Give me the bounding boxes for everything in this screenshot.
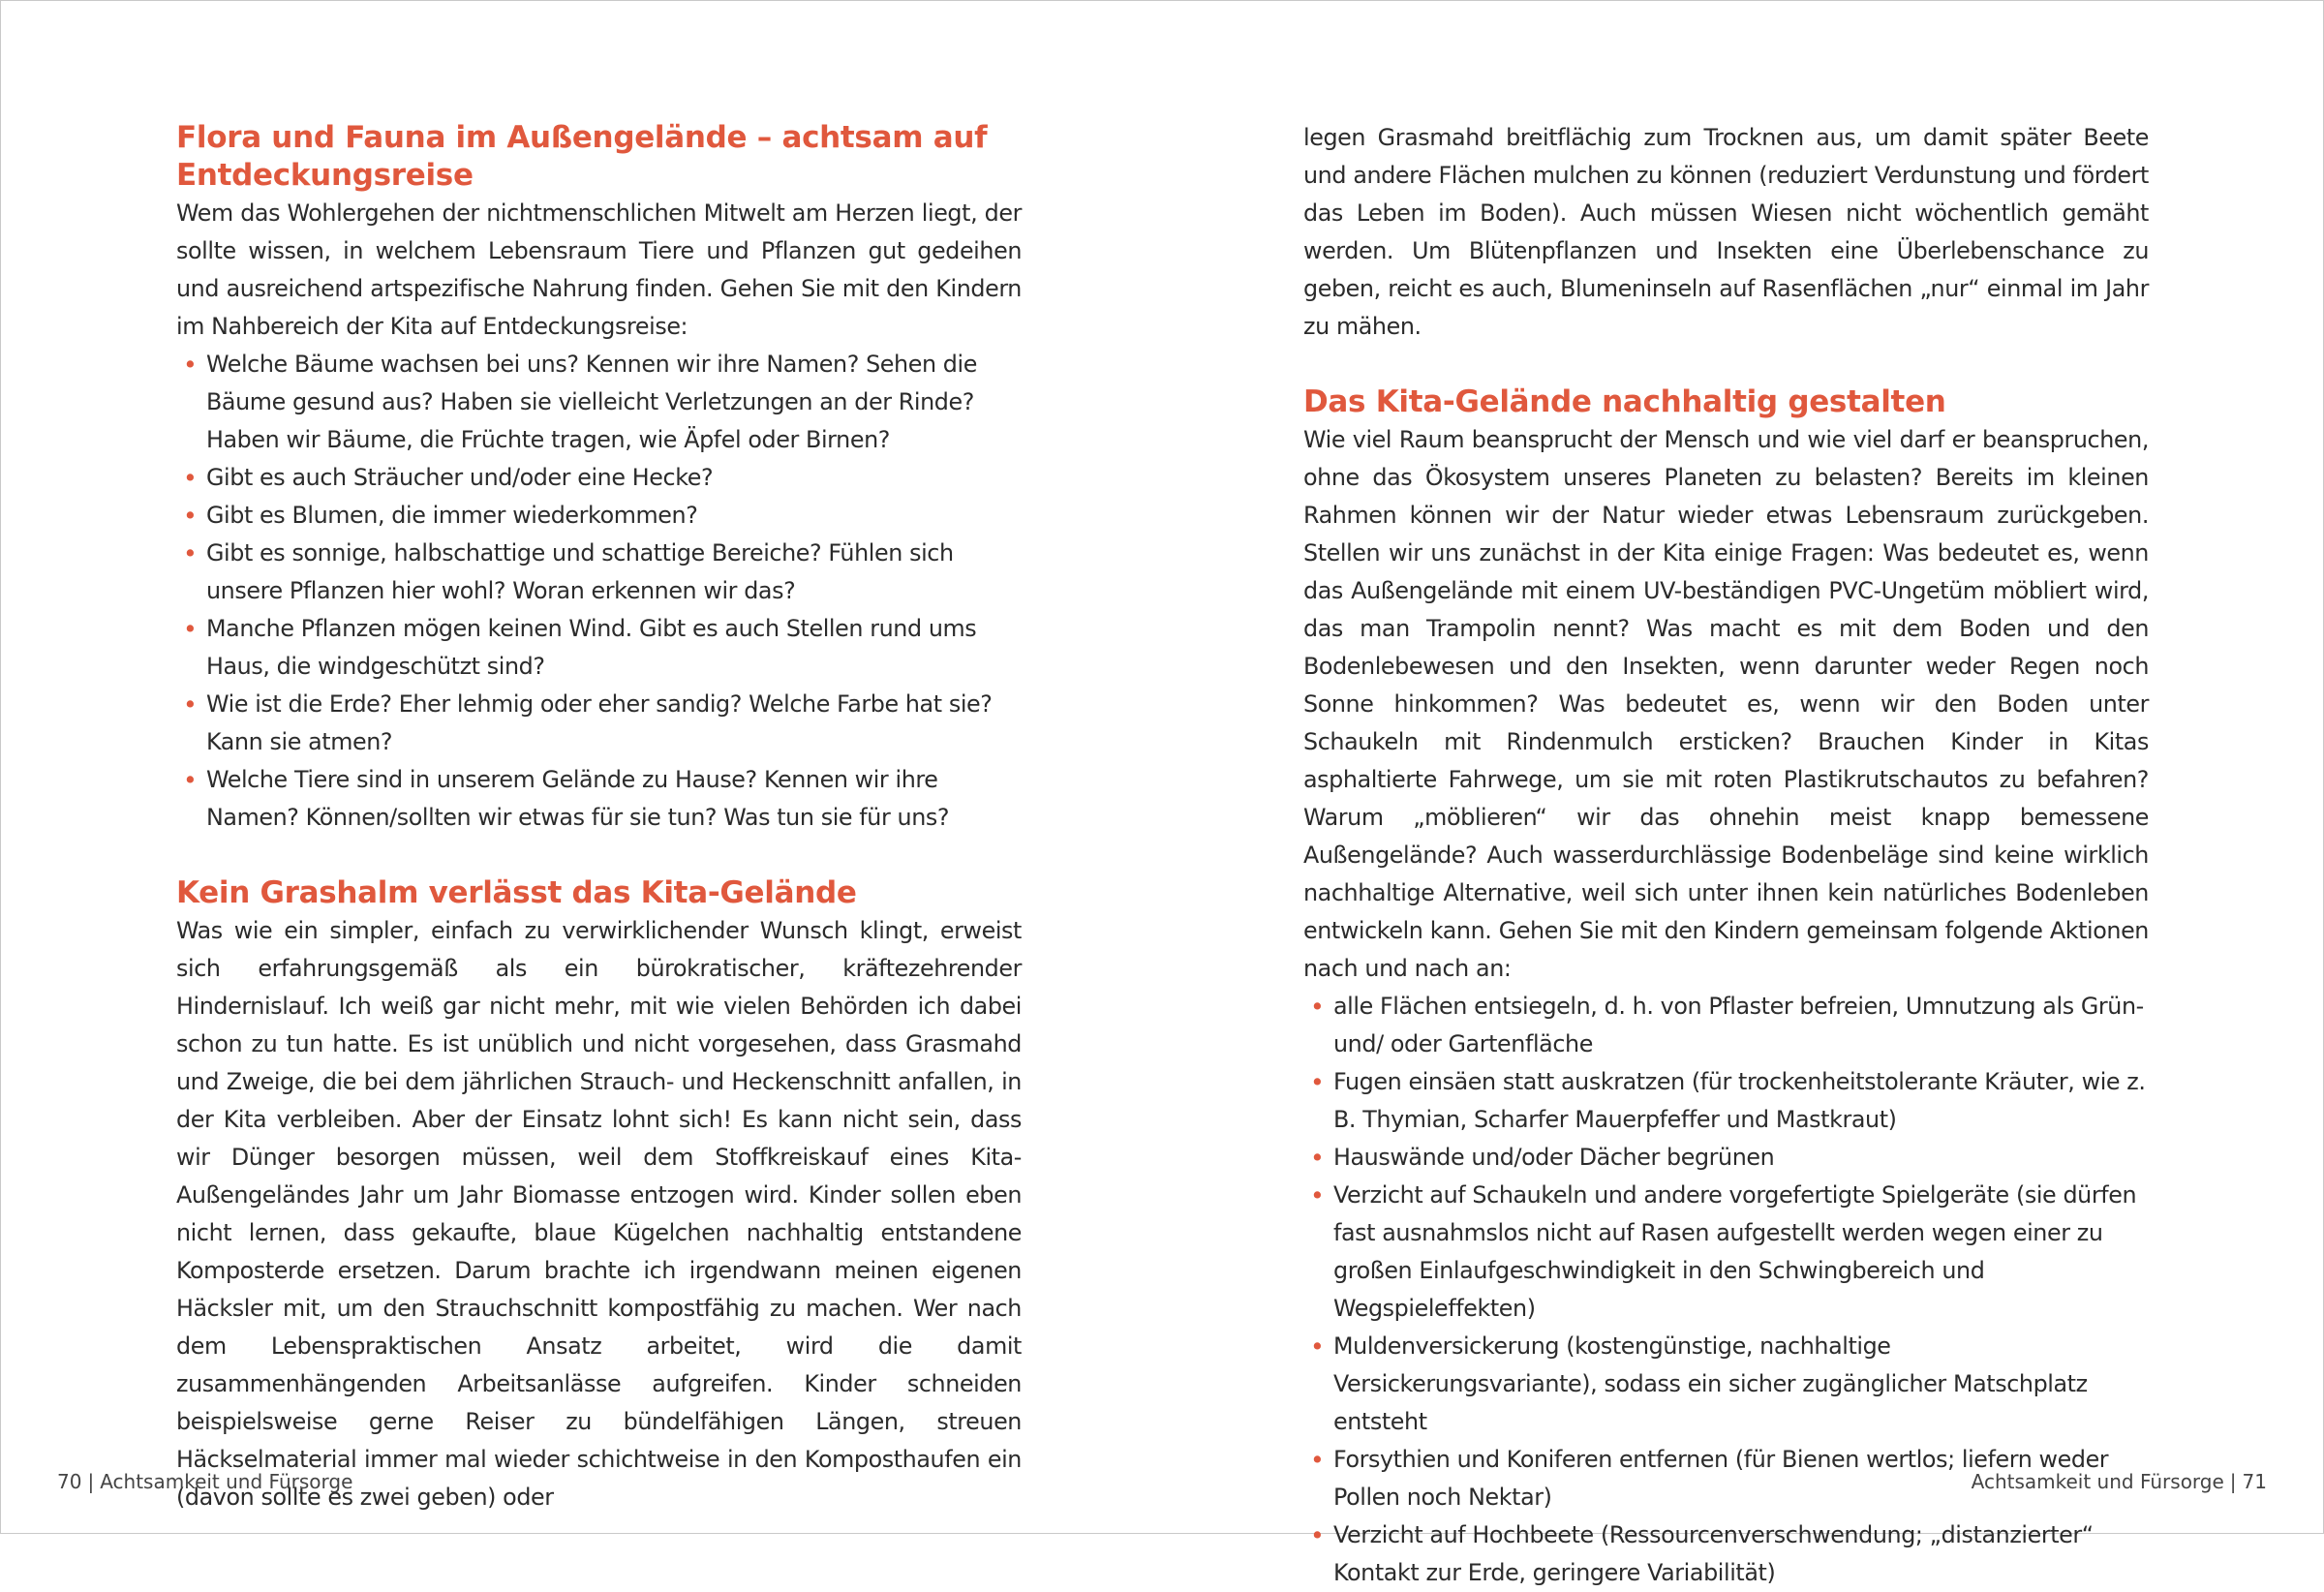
- page-number: 70: [57, 1470, 82, 1493]
- list-item: • Muldenversickerung (kostengünstige, nachhaltige Versickerungsvariante), sodass ein sicher zugänglicher Matschplatz entsteht: [1303, 1328, 2149, 1441]
- paragraph: legen Grasmahd breitflächig zum Trocknen aus, um damit später Beete und andere Flächen mulchen zu können (reduziert Verdunstung und fördert das Leben im Boden). Auch müssen Wiesen nicht wöchentlich gemäht werden. Um Blütenpflanzen und Insekten eine Überlebenschance zu geben, reicht es auch, Blumeninseln auf Rasenflächen „nur“ einmal im Jahr zu mähen.: [1303, 124, 2149, 340]
- section-gap: [1303, 346, 2149, 383]
- list-item: • Manche Pflanzen mögen keinen Wind. Gibt es auch Stellen rund ums Haus, die windgeschützt sind?: [176, 610, 1022, 686]
- left-column: [176, 119, 1022, 1516]
- right-page: [1162, 1, 2323, 1586]
- section-gap: [176, 837, 1022, 874]
- page-footer: [57, 1462, 352, 1501]
- list-item: • Fugen einsäen statt auskratzen (für trockenheitstolerante Kräuter, wie z. B. Thymian, Scharfer Mauerpfeffer und Mastkraut): [1303, 1063, 2149, 1139]
- left-page: [1, 1, 1162, 1533]
- list-item: • Welche Tiere sind in unserem Gelände zu Hause? Kennen wir ihre Namen? Können/sollten wir etwas für sie tun? Was tun sie für uns?: [176, 761, 1022, 837]
- list-item: • Gibt es sonnige, halbschattige und schattige Bereiche? Fühlen sich unsere Pflanzen hier wohl? Woran erkennen wir das?: [176, 535, 1022, 610]
- footer-separator: |: [2229, 1470, 2237, 1493]
- list-item: • Verzicht auf Hochbeete (Ressourcenverschwendung; „distanzierter“ Kontakt zur Erde, geringere Variabilität): [1303, 1516, 2149, 1592]
- list-item: • Welche Bäume wachsen bei uns? Kennen wir ihre Namen? Sehen die Bäume gesund aus? Haben sie vielleicht Verletzungen an der Rinde? Haben wir Bäume, die Früchte tragen, wie Äpfel oder Birnen?: [176, 346, 1022, 459]
- list-item: • Gibt es auch Sträucher und/oder eine Hecke?: [176, 459, 1022, 497]
- bullet-list: [176, 346, 1022, 837]
- section-heading: Das Kita-Gelände nachhaltig gestalten: [1303, 384, 1946, 419]
- running-title: Achtsamkeit und Fürsorge: [1971, 1470, 2224, 1493]
- bullet-list: [1303, 988, 2149, 1592]
- list-item: • Gibt es Blumen, die immer wiederkommen?: [176, 497, 1022, 535]
- list-item: • Wie ist die Erde? Eher lehmig oder eher sandig? Welche Farbe hat sie? Kann sie atmen?: [176, 686, 1022, 761]
- paragraph: Wem das Wohlergehen der nichtmenschlichen Mitwelt am Herzen liegt, der sollte wissen, in welchem Lebensraum Tiere und Pflanzen gut gedeihen und ausreichend artspezifische Nahrung finden. Gehen Sie mit den Kindern im Nahbereich der Kita auf Entdeckungsreise:: [176, 199, 1022, 340]
- right-column: [1303, 119, 2149, 1592]
- list-item: • Hauswände und/oder Dächer begrünen: [1303, 1139, 2149, 1177]
- page-number: 71: [2242, 1470, 2267, 1493]
- section-heading: Kein Grashalm verlässt das Kita-Gelände: [176, 875, 857, 910]
- page-footer: [1972, 1462, 2267, 1501]
- list-item: • Forsythien und Koniferen entfernen (für Bienen wertlos; liefern weder Pollen noch Nektar): [1303, 1441, 2149, 1516]
- running-title: Achtsamkeit und Fürsorge: [100, 1470, 353, 1493]
- section-heading: Flora und Fauna im Außengelände – achtsam auf Entdeckungsreise: [176, 120, 988, 193]
- paragraph: Was wie ein simpler, einfach zu verwirklichender Wunsch klingt, erweist sich erfahrungsgemäß als ein bürokratischer, kräftezehrender Hindernislauf. Ich weiß gar nicht mehr, mit wie vielen Behörden ich dabei schon zu tun hatte. Es ist unüblich und nicht vorgesehen, dass Grasmahd und Zweige, die bei dem jährlichen Strauch- und Heckenschnitt anfallen, in der Kita verbleiben. Aber der Einsatz lohnt sich! Es kann nicht sein, dass wir Dünger besorgen müssen, weil dem Stoffkreiskauf eines Kita-Außengeländes Jahr um Jahr Biomasse entzogen wird. Kinder sollen eben nicht lernen, dass gekaufte, blaue Kügelchen nachhaltig entstandene Komposterde ersetzen. Darum brachte ich irgendwann meinen eigenen Häcksler mit, um den Strauchschnitt kompostfähig zu machen. Wer nach dem Lebenspraktischen Ansatz arbeitet, wird die damit zusammenhängenden Arbeitsanlässe aufgreifen. Kinder schneiden beispielsweise gerne Reiser zu bündelfähigen Längen, streuen Häckselmaterial immer mal wieder schichtweise in den Komposthaufen ein (davon sollte es zwei geben) oder: [176, 917, 1022, 1511]
- paragraph: Wie viel Raum beansprucht der Mensch und wie viel darf er beanspruchen, ohne das Ökosystem unseres Planeten zu belasten? Bereits im kleinen Rahmen können wir der Natur wieder etwas Lebensraum zurückgeben. Stellen wir uns zunächst in der Kita einige Fragen: Was bedeutet es, wenn das Außengelände mit einem UV-beständigen PVC-Ungetüm möbliert wird, das man Trampolin nennt? Was macht es mit dem Boden und den Bodenlebewesen und den Insekten, wenn darunter weder Regen noch Sonne hinkommen? Was bedeutet es, wenn wir den Boden unter Schaukeln mit Rindenmulch ersticken? Brauchen Kinder in Kitas asphaltierte Fahrwege, um sie mit roten Plastikrutschautos zu befahren? Warum „möblieren“ wir das ohnehin meist knapp bemessene Außengelände? Auch wasserdurchlässige Bodenbeläge sind keine wirklich nachhaltige Alternative, weil sich unter ihnen kein natürliches Bodenleben entwickeln kann. Gehen Sie mit den Kindern gemeinsam folgende Aktionen nach und nach an:: [1303, 426, 2149, 982]
- list-item: • alle Flächen entsiegeln, d. h. von Pflaster befreien, Umnutzung als Grün- und/ oder Gartenfläche: [1303, 988, 2149, 1063]
- footer-separator: |: [87, 1470, 95, 1493]
- list-item: • Verzicht auf Schaukeln und andere vorgefertigte Spielgeräte (sie dürfen fast ausnahmslos nicht auf Rasen aufgestellt werden wegen einer zu großen Einlaufgeschwindigkeit in den Schwingbereich und Wegspieleffekten): [1303, 1177, 2149, 1328]
